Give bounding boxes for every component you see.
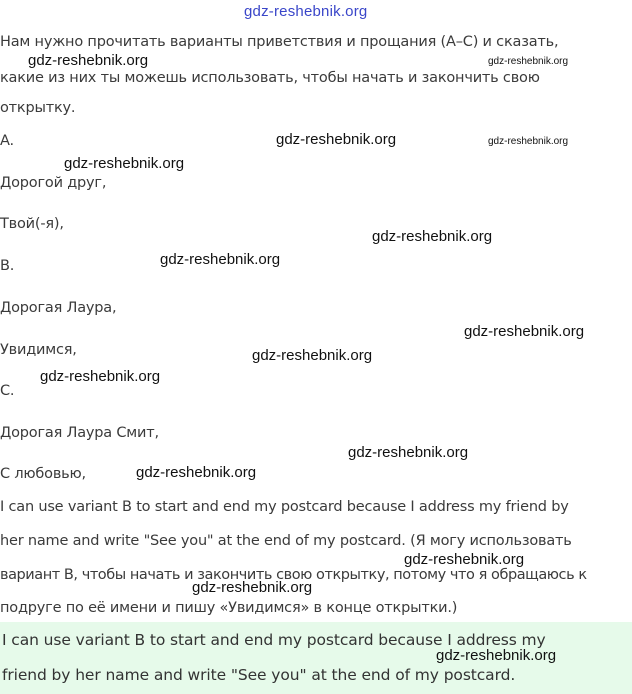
answer-line-2: her name and write "See you" at the end of my postcard. (Я могу использовать bbox=[0, 533, 572, 549]
watermark: gdz-reshebnik.org bbox=[436, 647, 557, 664]
watermark: gdz-reshebnik.org bbox=[488, 136, 569, 147]
option-b-start: Дорогая Лаура, bbox=[0, 300, 117, 316]
watermark: gdz-reshebnik.org bbox=[348, 444, 469, 461]
answer-line-3: вариант B, чтобы начать и закончить свою открытку, потому что я обращаюсь к bbox=[0, 567, 587, 583]
watermark: gdz-reshebnik.org bbox=[404, 551, 525, 568]
watermark: gdz-reshebnik.org bbox=[488, 56, 569, 67]
highlight-line-2: friend by her name and write "See you" at the end of my postcard. bbox=[2, 666, 516, 684]
answer-line-4: подруге по её имени и пишу «Увидимся» в конце открытки.) bbox=[0, 600, 458, 616]
answer-line-1: I can use variant B to start and end my postcard because I address my friend by bbox=[0, 499, 569, 515]
watermark: gdz-reshebnik.org bbox=[160, 251, 281, 268]
intro-line-1: Нам нужно прочитать варианты приветствия и прощания (A–C) и сказать, bbox=[0, 34, 559, 50]
watermark: gdz-reshebnik.org bbox=[192, 579, 313, 596]
watermark: gdz-reshebnik.org bbox=[252, 347, 373, 364]
option-a-end: Твой(-я), bbox=[0, 216, 64, 232]
watermark: gdz-reshebnik.org bbox=[276, 131, 397, 148]
option-a-label: A. bbox=[0, 133, 14, 149]
option-b-label: B. bbox=[0, 258, 15, 274]
option-c-label: C. bbox=[0, 383, 15, 399]
header-watermark: gdz-reshebnik.org bbox=[244, 3, 368, 20]
watermark: gdz-reshebnik.org bbox=[40, 368, 161, 385]
watermark: gdz-reshebnik.org bbox=[64, 155, 185, 172]
watermark: gdz-reshebnik.org bbox=[136, 464, 257, 481]
watermark: gdz-reshebnik.org bbox=[372, 228, 493, 245]
highlight-line-1: I can use variant B to start and end my postcard because I address my bbox=[2, 631, 546, 649]
option-c-start: Дорогая Лаура Смит, bbox=[0, 425, 159, 441]
option-c-end: С любовью, bbox=[0, 466, 86, 482]
watermark: gdz-reshebnik.org bbox=[28, 52, 149, 69]
option-b-end: Увидимся, bbox=[0, 342, 77, 358]
option-a-start: Дорогой друг, bbox=[0, 175, 107, 191]
intro-line-3: открытку. bbox=[0, 100, 76, 116]
intro-line-2: какие из них ты можешь использовать, чтобы начать и закончить свою bbox=[0, 70, 540, 86]
watermark: gdz-reshebnik.org bbox=[464, 323, 585, 340]
